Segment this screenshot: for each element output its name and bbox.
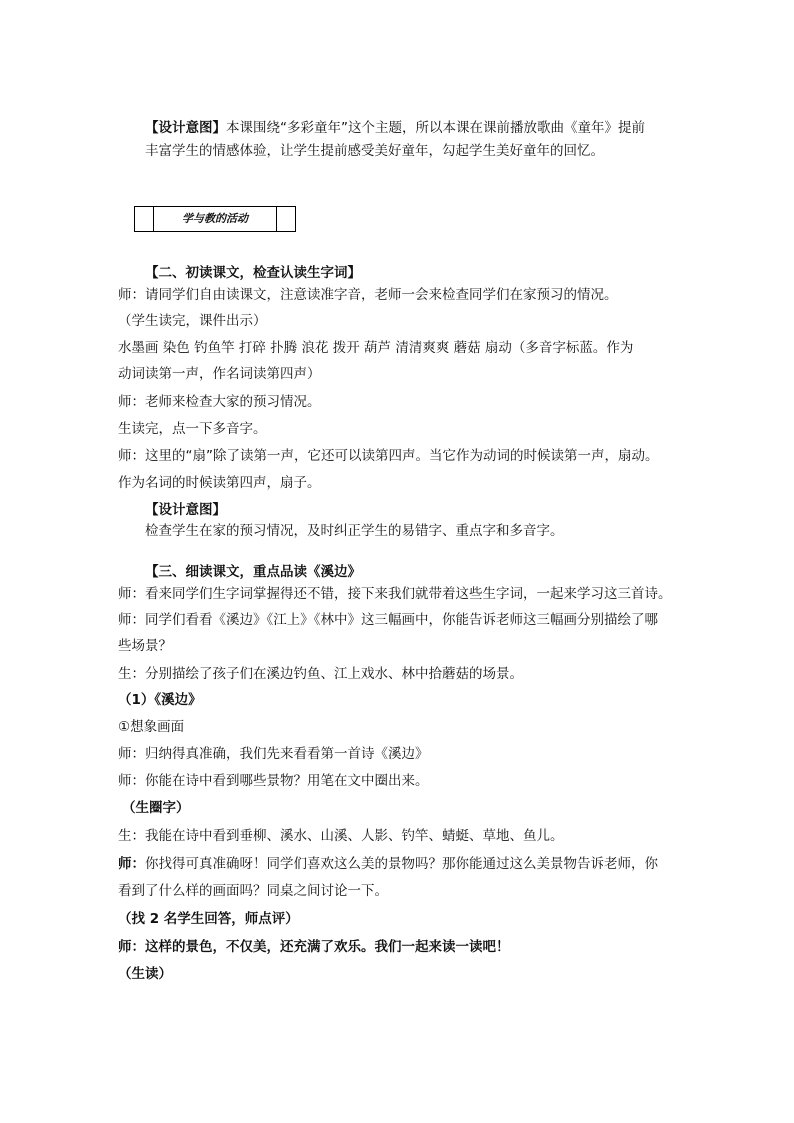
text-line: 生：我能在诗中看到垂柳、溪水、山溪、人影、钓竿、蜻蜓、草地、鱼儿。 [118,828,564,844]
text-line: 生读完，点一下多音字。 [118,421,267,437]
text-line: 看到了什么样的画面吗？同桌之间讨论一下。 [118,883,388,899]
section-heading: 【设计意图】 [145,502,226,518]
text-line: （生圈字） [122,800,190,816]
table-header-title: 学与教的活动 [182,212,248,225]
section-heading: 【三、细读课文，重点品读《溪边》 [145,564,361,580]
text-line: 水墨画 染色 钓鱼竿 打碎 扑腾 浪花 拨开 葫芦 清清爽爽 蘑菇 扇动（多音字标蓝。作为 [118,340,634,356]
text-line: 丰富学生的情感体验，让学生提前感受美好童年，勾起学生美好童年的回忆。 [145,143,604,159]
text-line: 师：这样的景色，不仅美，还充满了欢乐。我们一起来读一读吧！ [118,939,510,955]
text-line: （找 2 名学生回答，师点评） [118,911,299,927]
text-line: 师：你找得可真准确呀！同学们喜欢这么美的景物吗？那你能通过这么美景物告诉老师，你 [118,856,658,872]
text-line: （学生读完，课件出示） [118,313,267,329]
text-line: 师：老师来检查大家的预习情况。 [118,394,321,410]
sub-heading: （1）《溪边》 [118,692,202,708]
text-line: ①想象画面 [118,719,185,735]
text-line: 师：归纳得真准确，我们先来看看第一首诗《溪边》 [118,746,429,762]
text-line: 些场景？ [118,638,172,654]
text-line: 师：看来同学们生字词掌握得还不错，接下来我们就带着这些生字词，一起来学习这三首诗。 [118,586,672,602]
section-heading: 【二、初读课文，检查认读生字词】 [145,265,361,281]
text-line: 师：请同学们自由读课文，注意读准字音，老师一会来检查同学们在家预习的情况。 [118,287,618,303]
text-line: （生读） [118,966,172,982]
text-line: 师：同学们看看《溪边》《江上》《林中》这三幅画中，你能告诉老师这三幅画分别描绘了哪 [118,612,658,628]
text-line: 检查学生在家的预习情况，及时纠正学生的易错字、重点字和多音字。 [145,523,564,539]
activity-table-header [134,206,296,232]
text-line: 师：你能在诗中看到哪些景物？用笔在文中圈出来。 [118,773,429,789]
text-line: 师：这里的“扇”除了读第一声，它还可以读第四声。当它作为动词的时候读第一声，扇动。 [118,448,659,464]
text-line: 生：分别描绘了孩子们在溪边钓鱼、江上戏水、林中拾蘑菇的场景。 [118,666,523,682]
text-line: 动词读第一声，作名词读第四声） [118,366,321,382]
text-line: 作为名词的时候读第四声，扇子。 [118,475,321,491]
text-line: 【设计意图】本课围绕“多彩童年”这个主题，所以本课在课前播放歌曲《童年》提前 [145,120,645,136]
